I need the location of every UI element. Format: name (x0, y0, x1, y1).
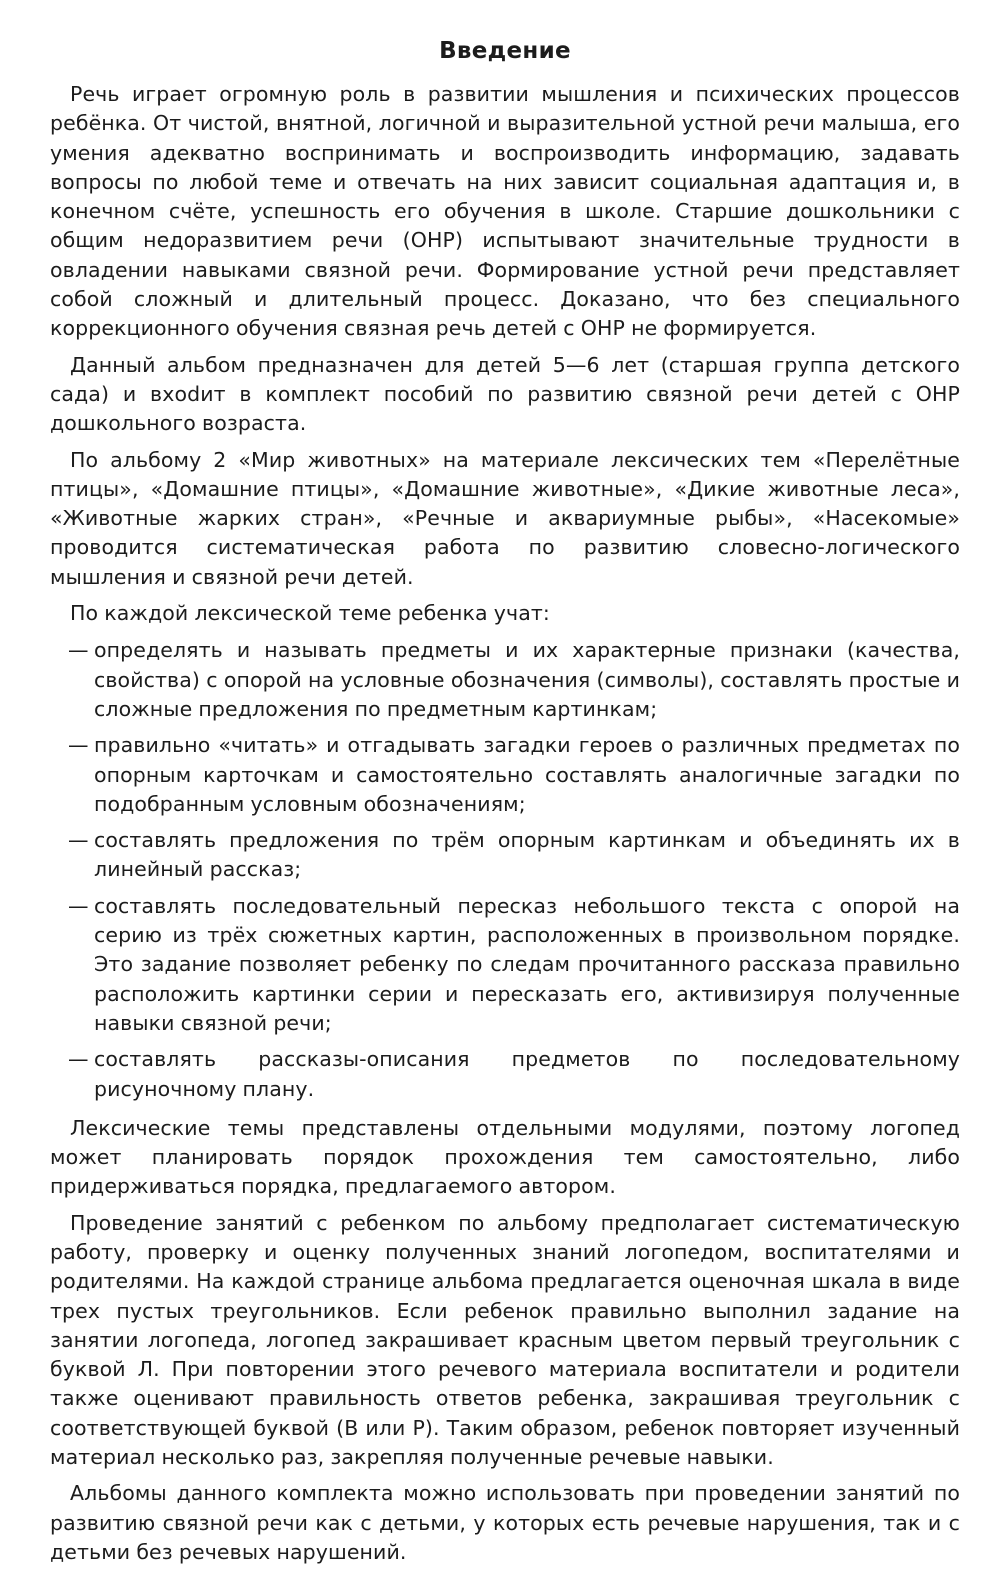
paragraph-intro-1: Речь играет огромную роль в развитии мышления и психических процессов ребёнка. От чистой, внятной, логичной и выразительной устной речи малыша, его умения адекватно воспринимать и воспроизводить информацию, задавать вопросы по любой теме и отвечать на них зависит социальная адаптация и, в конечном счёте, успешность его обучения в школе. Старшие дошкольники с общим недоразвитием речи (ОНР) испытывают значительные трудности в овладении навыками связной речи. Формирование устной речи представляет собой сложный и длительный процесс. Доказано, что без специального коррекционного обучения связная речь детей с ОНР не формируется. (50, 82, 960, 341)
paragraph-intro-3: По альбому 2 «Мир животных» на материале лексических тем «Перелётные птицы», «Домашние птицы», «Домашние животные», «Дикие животные леса», «Животные жарких стран», «Речные и аквариумные рыбы», «Насекомые» проводится систематическая работа по развитию словесно-логического мышления и связной речи детей. (50, 447, 960, 589)
list-item (50, 826, 960, 885)
list-item (50, 731, 960, 819)
list-item-text: составлять предложения по трём опорным картинкам и объединять их в линейный рассказ; (94, 828, 960, 882)
list-dash: — (68, 828, 89, 853)
list-item-text: правильно «читать» и отгадывать загадки героев о различных предметах по опорным карточкам и самостоятельно составлять аналогичные загадки по подобранным условным обозначениям; (94, 733, 960, 816)
list-item-text: составлять последовательный пересказ небольшого текста с опорой на серию из трёх сюжетных картин, расположенных в произвольном порядке. Это задание позволяет ребенку по следам прочитанного рассказа правильно расположить картинки серии и пересказать его, активизируя полученные навыки связной речи; (94, 893, 960, 1035)
list-item (50, 636, 960, 724)
skills-list (50, 636, 960, 1103)
document-page (50, 36, 960, 1574)
paragraph-outro-1: Лексические темы представлены отдельными модулями, поэтому логопед может планировать порядок прохождения тем самостоятельно, либо придерживаться порядка, предлагаемого автором. (50, 1115, 960, 1199)
paragraph-outro-3: Альбомы данного комплекта можно использовать при проведении занятий по развитию связной речи как с детьми, у которых есть речевые нарушения, так и с детьми без речевых нарушений. (50, 1481, 960, 1564)
list-dash: — (68, 893, 89, 918)
list-dash: — (68, 638, 89, 663)
page-title: Введение (439, 38, 571, 64)
list-item-text: составлять рассказы-описания предметов по последовательному рисуночному плану. (94, 1047, 960, 1101)
list-lead: По каждой лексической теме ребенка учат: (70, 601, 550, 626)
paragraph-outro-2: Проведение занятий с ребенком по альбому предполагает систематическую работу, проверку и оценку полученных знаний логопедом, воспитателями и родителями. На каждой странице альбома предлагается оценочная шкала в виде трех пустых треугольников. Если ребенок правильно выполнил задание на занятии логопеда, логопед закрашивает красным цветом первый треугольник с буквой Л. При повторении этого речевого материала воспитатели и родители также оценивают правильность ответов ребенка, закрашивая треугольник с соответствующей буквой (В или Р). Таким образом, ребенок повторяет изученный материал несколько раз, закрепляя полученные речевые навыки. (50, 1210, 960, 1470)
list-item (50, 892, 960, 1038)
list-item-text: определять и называть предметы и их характерные признаки (качества, свойства) с опорой на условные обозначения (символы), составлять простые и сложные предложения по предметным картинкам; (94, 638, 960, 721)
list-dash: — (68, 733, 89, 758)
list-dash: — (68, 1047, 89, 1072)
paragraph-intro-2: Данный альбом предназначен для детей 5—6 лет (старшая группа детского сада) и вхоdит в комплект пособий по развитию связной речи детей с ОНР дошкольного возраста. (50, 352, 960, 436)
list-item (50, 1045, 960, 1104)
